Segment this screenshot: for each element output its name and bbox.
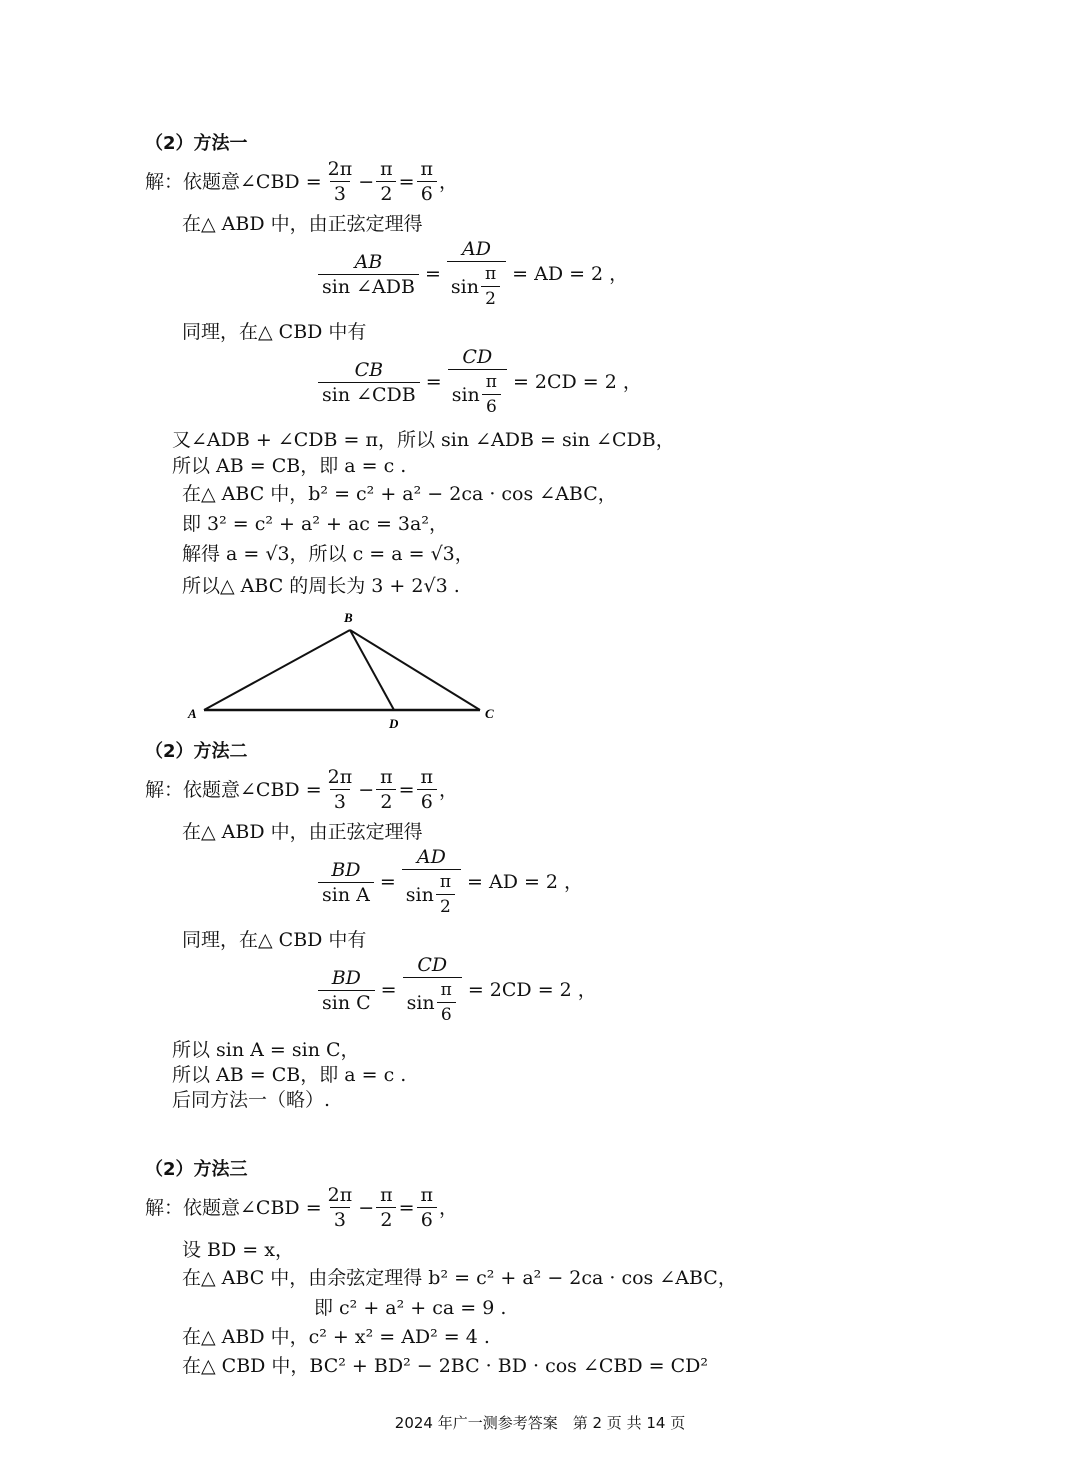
- fraction-pi-6: $\frac{\pi}{6}$: [417, 1184, 438, 1231]
- method3-line6: 在△ CBD 中，BC² + BD² − 2BC · BD · cos ∠CBD = CD²: [182, 1355, 708, 1377]
- method1-line1-text: 解：依题意∠CBD =: [145, 170, 322, 193]
- method1-line4: 又∠ADB + ∠CDB = π，所以 sin ∠ADB = sin ∠CDB，: [172, 429, 675, 451]
- method1-line1: 解：依题意∠CBD = $\frac{2\pi}{3}$ − $\frac{\pi}{2}$ = $\frac{\pi}{6}$ ，: [145, 158, 459, 205]
- method3-line2: 设 BD = x，: [182, 1239, 294, 1261]
- fraction-ad-over-sin-pi2: AD sin $\frac{\pi}{2}$: [447, 238, 506, 310]
- method1-line7: 即 3² = c² + a² + ac = 3a²，: [182, 513, 448, 535]
- method1-line3: 同理，在△ CBD 中有: [182, 321, 367, 343]
- method3-line3: 在△ ABC 中，由余弦定理得 b² = c² + a² − 2ca · cos ∠ABC，: [182, 1267, 737, 1289]
- method3-heading: （2）方法三: [145, 1159, 248, 1180]
- method2-line3: 同理，在△ CBD 中有: [182, 929, 367, 951]
- equals-sign: =: [398, 170, 415, 193]
- fraction-2pi-3: $\frac{2\pi}{3}$: [327, 1184, 353, 1231]
- method2-line4: 所以 sin A = sin C，: [172, 1039, 360, 1061]
- method1-heading: （2）方法一: [145, 133, 248, 154]
- page-footer: 2024 年广一测参考答案 第 2 页 共 14 页: [394, 1414, 686, 1432]
- segment-bc: [350, 630, 480, 710]
- label-b: B: [344, 610, 353, 625]
- method1-line2: 在△ ABD 中，由正弦定理得: [182, 213, 423, 235]
- fraction-ad-over-sin-pi2: AD sin $\frac{\pi}{2}$: [402, 846, 461, 918]
- method1-line5: 所以 AB = CB，即 a = c .: [172, 455, 407, 477]
- method1-line6: 在△ ABC 中，b² = c² + a² − 2ca · cos ∠ABC，: [182, 483, 617, 505]
- fraction-cd-over-sin-pi6: CD sin $\frac{\pi}{6}$: [448, 346, 507, 418]
- method2-sine-law-abd: $\frac{BD}{\text{sin A}}$ = AD sin $\frac{\pi}{2}$ = AD = 2 ，: [316, 846, 583, 918]
- method3-line4: 即 c² + a² + ca = 9 .: [314, 1297, 507, 1319]
- fraction-pi-2: $\frac{\pi}{2}$: [376, 766, 397, 813]
- method2-line2: 在△ ABD 中，由正弦定理得: [182, 821, 423, 843]
- method2-line6: 后同方法一（略）.: [172, 1089, 331, 1111]
- segment-ab: [204, 630, 350, 710]
- fraction-ab-over-sin-adb: $\frac{AB}{\text{sin ∠ADB}}$: [318, 251, 419, 298]
- method1-line9: 所以△ ABC 的周长为 3 + 2√3 .: [182, 575, 460, 597]
- fraction-pi-2: $\frac{\pi}{2}$: [376, 1184, 397, 1231]
- method1-line8: 解得 a = √3，所以 c = a = √3，: [182, 543, 474, 565]
- method3-line5: 在△ ABD 中，c² + x² = AD² = 4 .: [182, 1326, 490, 1348]
- fraction-bd-over-sin-a: $\frac{BD}{\text{sin A}}$: [318, 859, 374, 906]
- method1-sine-law-cbd: $\frac{CB}{\text{sin ∠CDB}}$ = CD sin $\frac{\pi}{6}$ = 2CD = 2 ，: [316, 346, 642, 418]
- fraction-pi-6: $\frac{\pi}{6}$: [417, 766, 438, 813]
- segment-bd: [350, 630, 394, 710]
- label-c: C: [485, 706, 494, 721]
- fraction-cb-over-sin-cdb: $\frac{CB}{\text{sin ∠CDB}}$: [318, 359, 420, 406]
- method1-sine-law-abd: $\frac{AB}{\text{sin ∠ADB}}$ = AD sin $\frac{\pi}{2}$ = AD = 2 ，: [316, 238, 628, 310]
- fraction-cd-over-sin-pi6: CD sin $\frac{\pi}{6}$: [403, 954, 462, 1026]
- method2-sine-law-cbd: $\frac{BD}{\text{sin C}}$ = CD sin $\frac{\pi}{6}$ = 2CD = 2 ，: [316, 954, 597, 1026]
- method2-line5: 所以 AB = CB，即 a = c .: [172, 1064, 407, 1086]
- method2-line1: 解：依题意∠CBD = $\frac{2\pi}{3}$ − $\frac{\pi}{2}$ = $\frac{\pi}{6}$ ，: [145, 766, 459, 813]
- fraction-2pi-3: $\frac{2\pi}{3}$: [327, 766, 353, 813]
- label-d: D: [389, 716, 399, 731]
- triangle-figure: [180, 604, 510, 734]
- fraction-2pi-3: $\frac{2\pi}{3}$: [327, 158, 353, 205]
- label-a: A: [188, 706, 197, 721]
- method2-heading: （2）方法二: [145, 741, 248, 762]
- fraction-bd-over-sin-c: $\frac{BD}{\text{sin C}}$: [318, 967, 375, 1014]
- minus-sign: −: [358, 170, 375, 193]
- fraction-pi-6: $\frac{\pi}{6}$: [417, 158, 438, 205]
- method3-line1: 解：依题意∠CBD = $\frac{2\pi}{3}$ − $\frac{\pi}{2}$ = $\frac{\pi}{6}$ ，: [145, 1184, 459, 1231]
- fraction-pi-2: $\frac{\pi}{2}$: [376, 158, 397, 205]
